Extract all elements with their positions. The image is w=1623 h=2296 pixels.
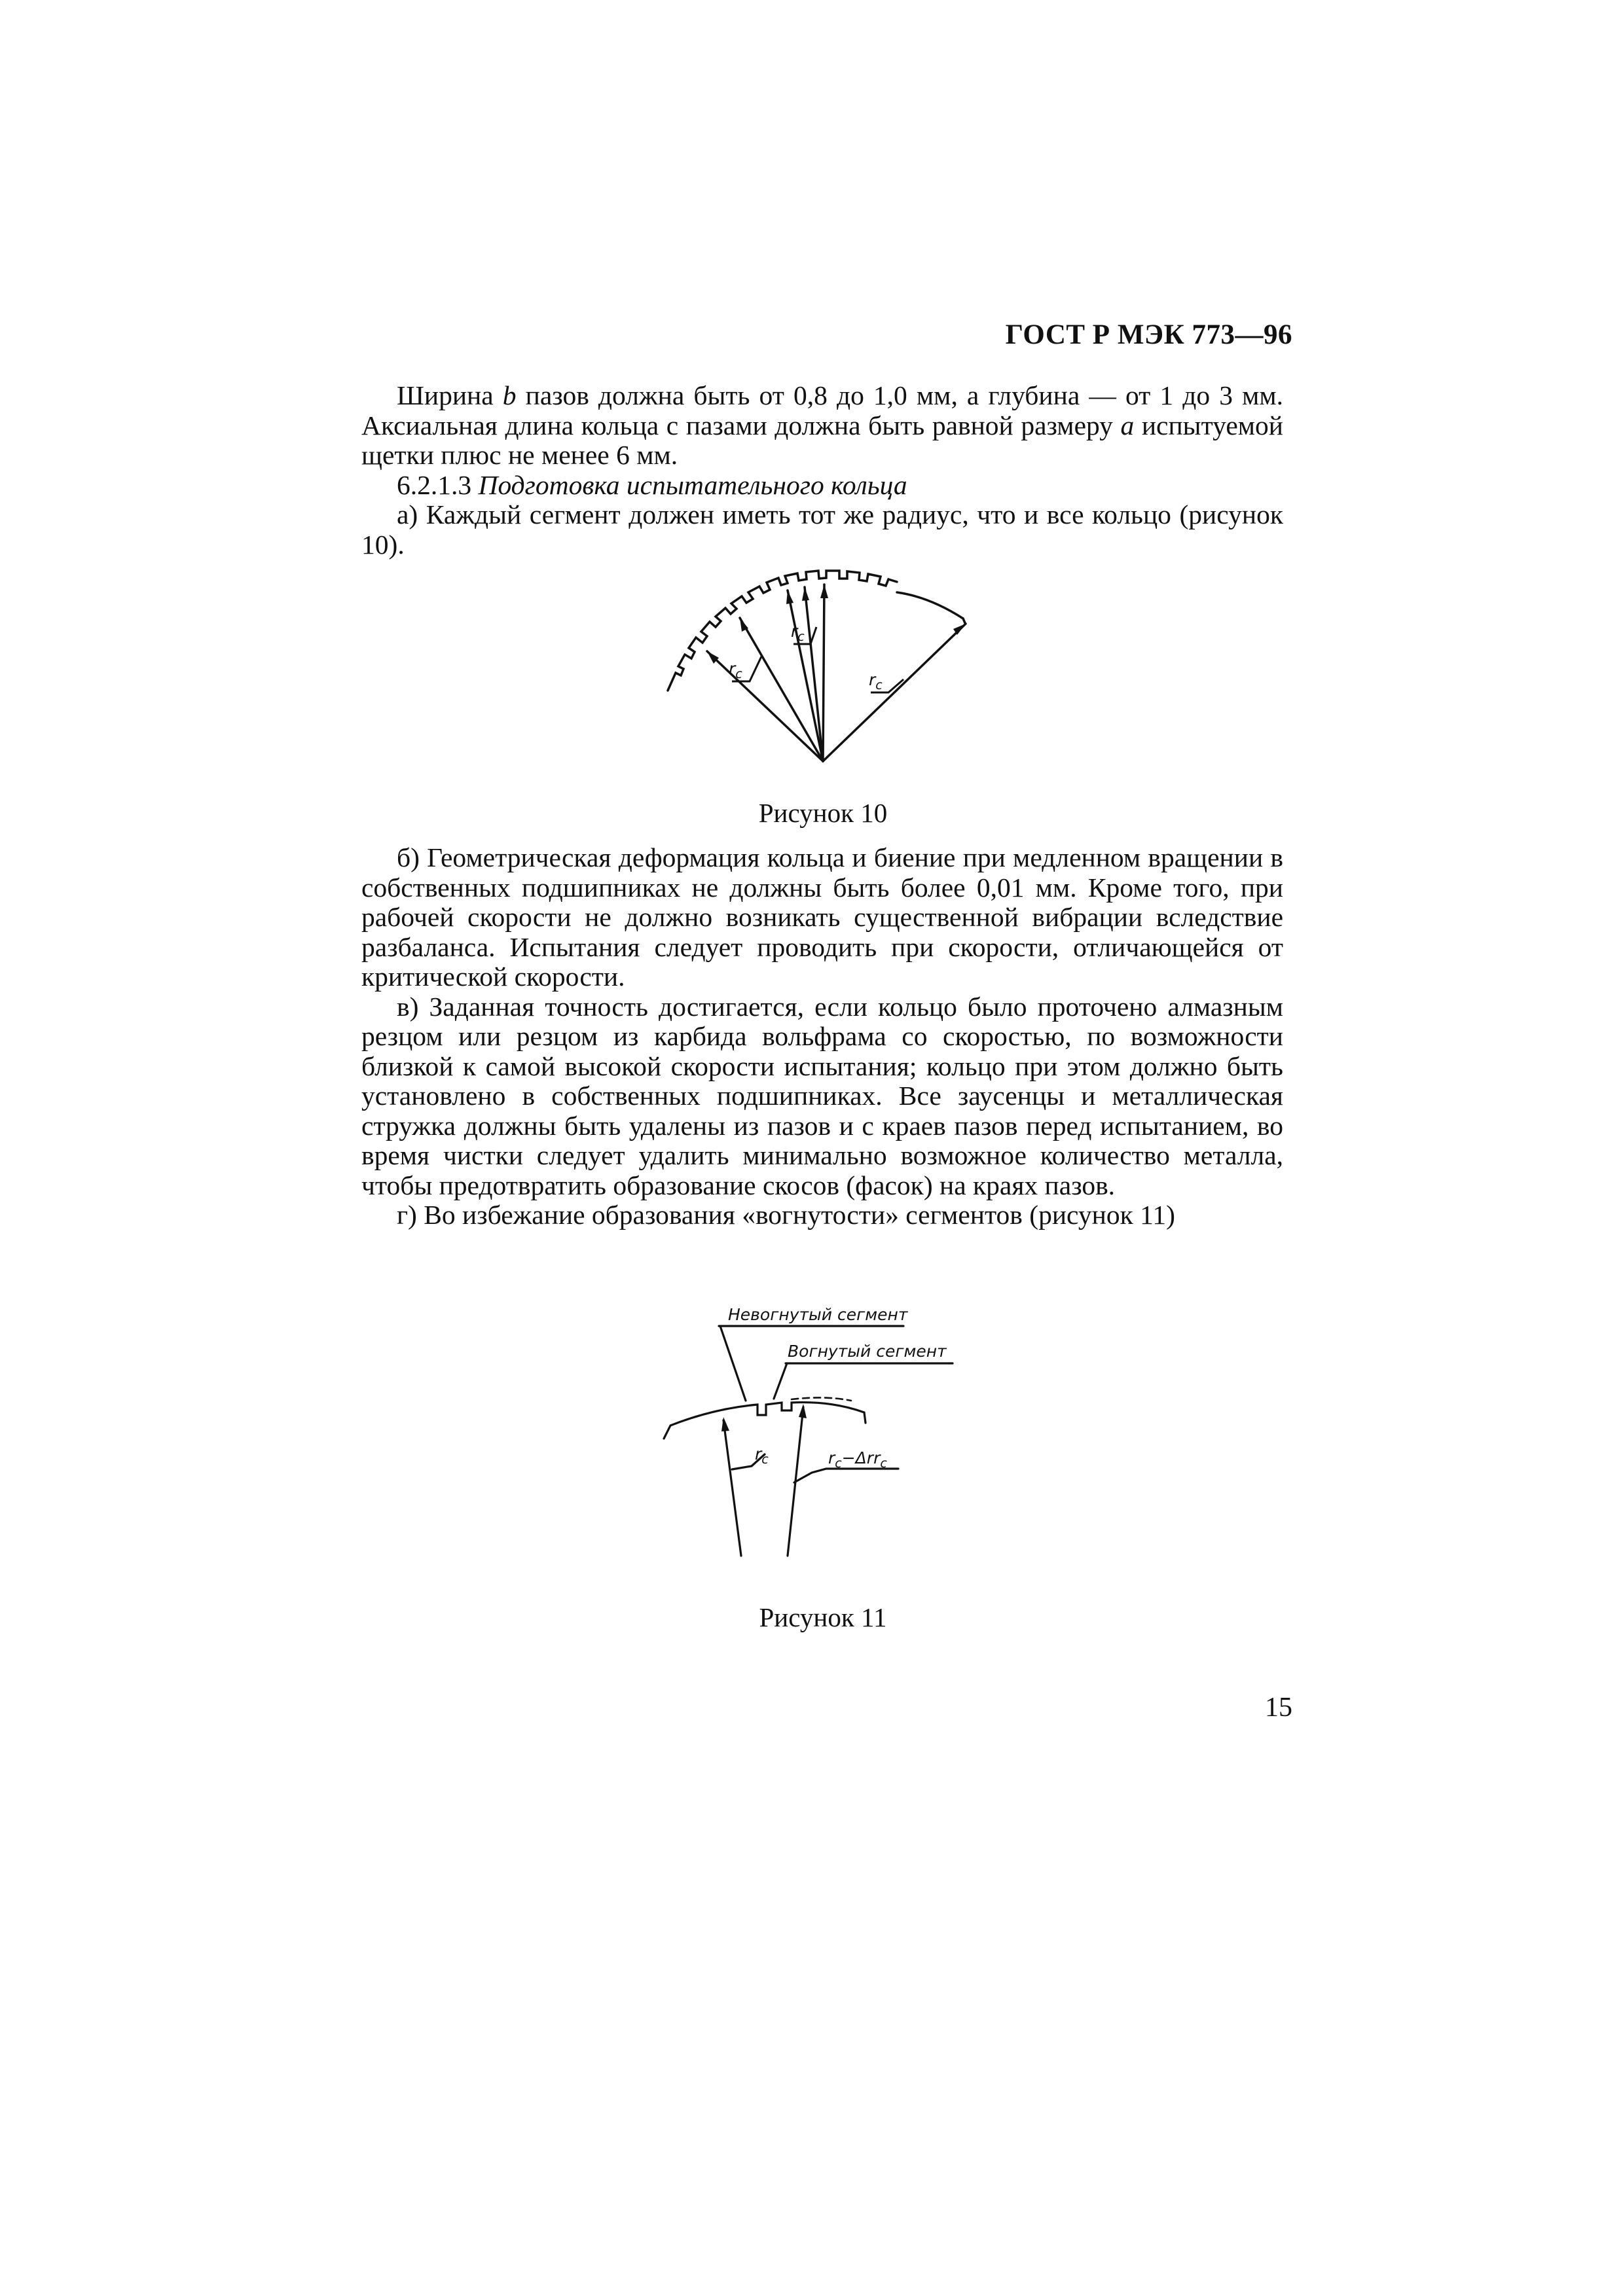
- section-heading: [361, 471, 1283, 501]
- ideal-arc-dashed: [792, 1397, 851, 1401]
- figure-10-caption: Рисунок 10: [758, 798, 888, 828]
- figure-11-diagram: [655, 1299, 995, 1574]
- arrowhead-rc: [721, 1417, 729, 1431]
- text-block-2: [361, 843, 1283, 1230]
- leader-rc-delta: [794, 1469, 898, 1482]
- label-rc-3: $r_c$: [869, 670, 883, 692]
- figure-11-caption: Рисунок 11: [759, 1602, 887, 1632]
- ring-arc-right: [897, 592, 963, 619]
- ring-profile: [664, 1403, 866, 1439]
- text-block-1: [361, 381, 1283, 560]
- p1-start: Ширина: [397, 380, 494, 410]
- radius-line-1: [707, 651, 823, 761]
- ring-arc-right-end: [963, 619, 965, 623]
- document-code-header: ГОСТ Р МЭК 773—96: [1005, 319, 1292, 350]
- label-rc-1: $r_c$: [729, 659, 742, 681]
- radius-line-6: [823, 624, 966, 761]
- label-rc-2: $r_c$: [791, 622, 805, 644]
- leader-unbent: [720, 1326, 746, 1401]
- item-v: в) Заданная точность достигается, если кольцо было проточено алмазным резцом или резцом из карбида вольфрама со скоростью, по возможности близкой к самой высокой скорости испытания; кольцо при этом должно быть установлено в собственных подшипниках. Все заусенцы и металлическая стружка должны быть удалены из пазов и с краев пазов перед испытанием, во время чистки следует удалить минимально возможное количество металла, чтобы предотвратить образование скосов (фасок) на краях пазов.: [361, 991, 1283, 1200]
- variable-a: a: [1120, 410, 1135, 440]
- section-title: Подготовка испытательного кольца: [478, 469, 907, 500]
- arrowhead-5: [820, 584, 828, 598]
- item-g: г) Во избежание образования «вогнутости» сегментов (рисунок 11): [397, 1200, 1175, 1230]
- page-number: 15: [1265, 1693, 1292, 1723]
- arrowhead-rc-delta: [799, 1404, 807, 1418]
- p1-end: испытуемой щетки плюс не менее 6 мм.: [361, 410, 1283, 470]
- label-rc: $r_c$: [755, 1444, 769, 1467]
- paragraph-groove-width: [361, 381, 1283, 471]
- variable-b: b: [502, 380, 517, 410]
- radius-line-3: [788, 590, 823, 761]
- item-b: б) Геометрическая деформация кольца и биение при медленном вращении в собственных подшипниках не должны быть более 0,01 мм. Кроме того, при рабочей скорости не должно возникать существенной вибрации вследствие разбаланса. Испытания следует проводить при скорости, отличающейся от критической скорости.: [361, 842, 1283, 992]
- ring-slotted-arc: [668, 571, 897, 691]
- item-a: а) Каждый сегмент должен иметь тот же радиус, что и все кольцо (рисунок 10).: [361, 499, 1283, 560]
- label-bent-segment: Вогнутый сегмент: [788, 1342, 947, 1361]
- leader-bent: [774, 1363, 787, 1399]
- figure-10-diagram: [648, 569, 1002, 779]
- radius-rc: [723, 1420, 741, 1556]
- section-number: 6.2.1.3: [397, 469, 472, 500]
- label-unbent-segment: Невогнутый сегмент: [728, 1305, 908, 1324]
- radius-line-5: [823, 584, 824, 761]
- p1-rest: пазов должна быть от 0,8 до 1,0 мм, а глубина — от 1 до 3 мм. Аксиальная длина кольца с пазами должна быть равной размеру: [361, 380, 1284, 440]
- label-rc-minus-delta: $r_c-\Delta rr_c$: [828, 1448, 887, 1471]
